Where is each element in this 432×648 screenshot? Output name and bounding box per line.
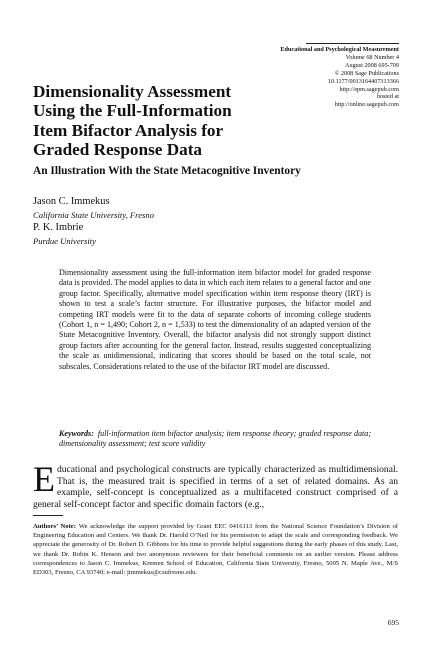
host-url[interactable]: http://online.sagepub.com [334, 101, 399, 109]
author-name: Jason C. Immekus [33, 196, 110, 207]
author-affiliation: Purdue University [33, 236, 96, 246]
keywords-label: Keywords: [59, 429, 94, 438]
article-title [33, 82, 293, 159]
body-paragraph [33, 459, 398, 511]
journal-url[interactable]: http://epm.sagepub.com [339, 85, 399, 93]
copyright: © 2008 Sage Publications [334, 69, 399, 77]
keywords [59, 429, 371, 450]
journal-name: Educational and Psychological Measurement [280, 46, 399, 53]
footnote-text: We acknowledge the support provided by Grant EEC 0416113 from the National Science Foundation’s Division of Engineering Education and Centers. We thank Dr. Harold O’Neil for his permission to adapt the scale and corresponding feedback. We appreciate the generosity of Dr. Robert D. Gibbons for his time to provide helpful suggestions during the early phases of this study. Last, we thank Dr. Robin K. Henson and two anonymous reviewers for their beneficial comments on an earlier version. Please address correspondences to Jason C. Immekus, Kremen School of Education, California State University, Fresno, 5005 N. Maple Ave., M/S ED303, Fresno, CA 93740; e-mail: jimmekus@csufresno.edu. [33, 523, 398, 577]
footnote [33, 522, 398, 577]
author-affiliation: California State University, Fresno [33, 210, 154, 220]
title-line: Dimensionality Assessment [33, 82, 232, 101]
journal-volume: Volume 68 Number 4 [345, 53, 399, 61]
title-line: Using the Full-Information [33, 101, 232, 121]
abstract: Dimensionality assessment using the full-information item bifactor model for graded response data is provided. The model applies to data in which each item relates to a general factor and one group factor. Specifically, alternative model specification within item response theory (IRT) is shown to test a scale’s factor structure. For illustrative purposes, the bifactor model and competing IRT models were fit to the data of separate cohorts of incoming college students (Cohort 1, n = 1,490; Cohort 2, n = 1,533) to test the dimensionality of an adapted version of the State Metacognitive Inventory. Overall, the bifactor analysis did not strongly support distinct group factors after accounting for the general factor. Instead, results suggested conceptualizing the scale as unidimensional, indicating that scores should be based on the total scale, not subscales. Considerations related to the use of the bifactor IRT model are discussed. [59, 268, 371, 371]
journal-date-pages: August 2008 695-709 [345, 61, 399, 69]
footnote-label: Authors’ Note: [33, 523, 76, 530]
title-line: Item Bifactor Analysis for [33, 120, 224, 140]
hosted-at-label: hosted at [376, 93, 399, 101]
body-text: ducational and psychological constructs are typically characterized as multidimensional. That is, the measured trait is specified in terms of a set of related domains. As an example, self-concept is conceptualized as a multifaceted construct comprised of a general self-concept factor and specific domain factors (e.g., [33, 464, 398, 511]
title-line: Graded Response Data [33, 139, 203, 159]
author-name: P. K. Imbrie [33, 222, 84, 233]
page-number: 695 [387, 618, 399, 627]
keywords-text: full-information item bifactor analysis; item response theory; graded response data; dimensionality assessment; test score validity [59, 429, 371, 449]
doi: 10.1177/0013164407313366 [327, 77, 399, 85]
publication-rule [306, 43, 399, 44]
drop-cap: E [33, 459, 55, 499]
article-subtitle: An Illustration With the State Metacognitive Inventory [33, 165, 301, 177]
footnote-rule [33, 515, 63, 516]
